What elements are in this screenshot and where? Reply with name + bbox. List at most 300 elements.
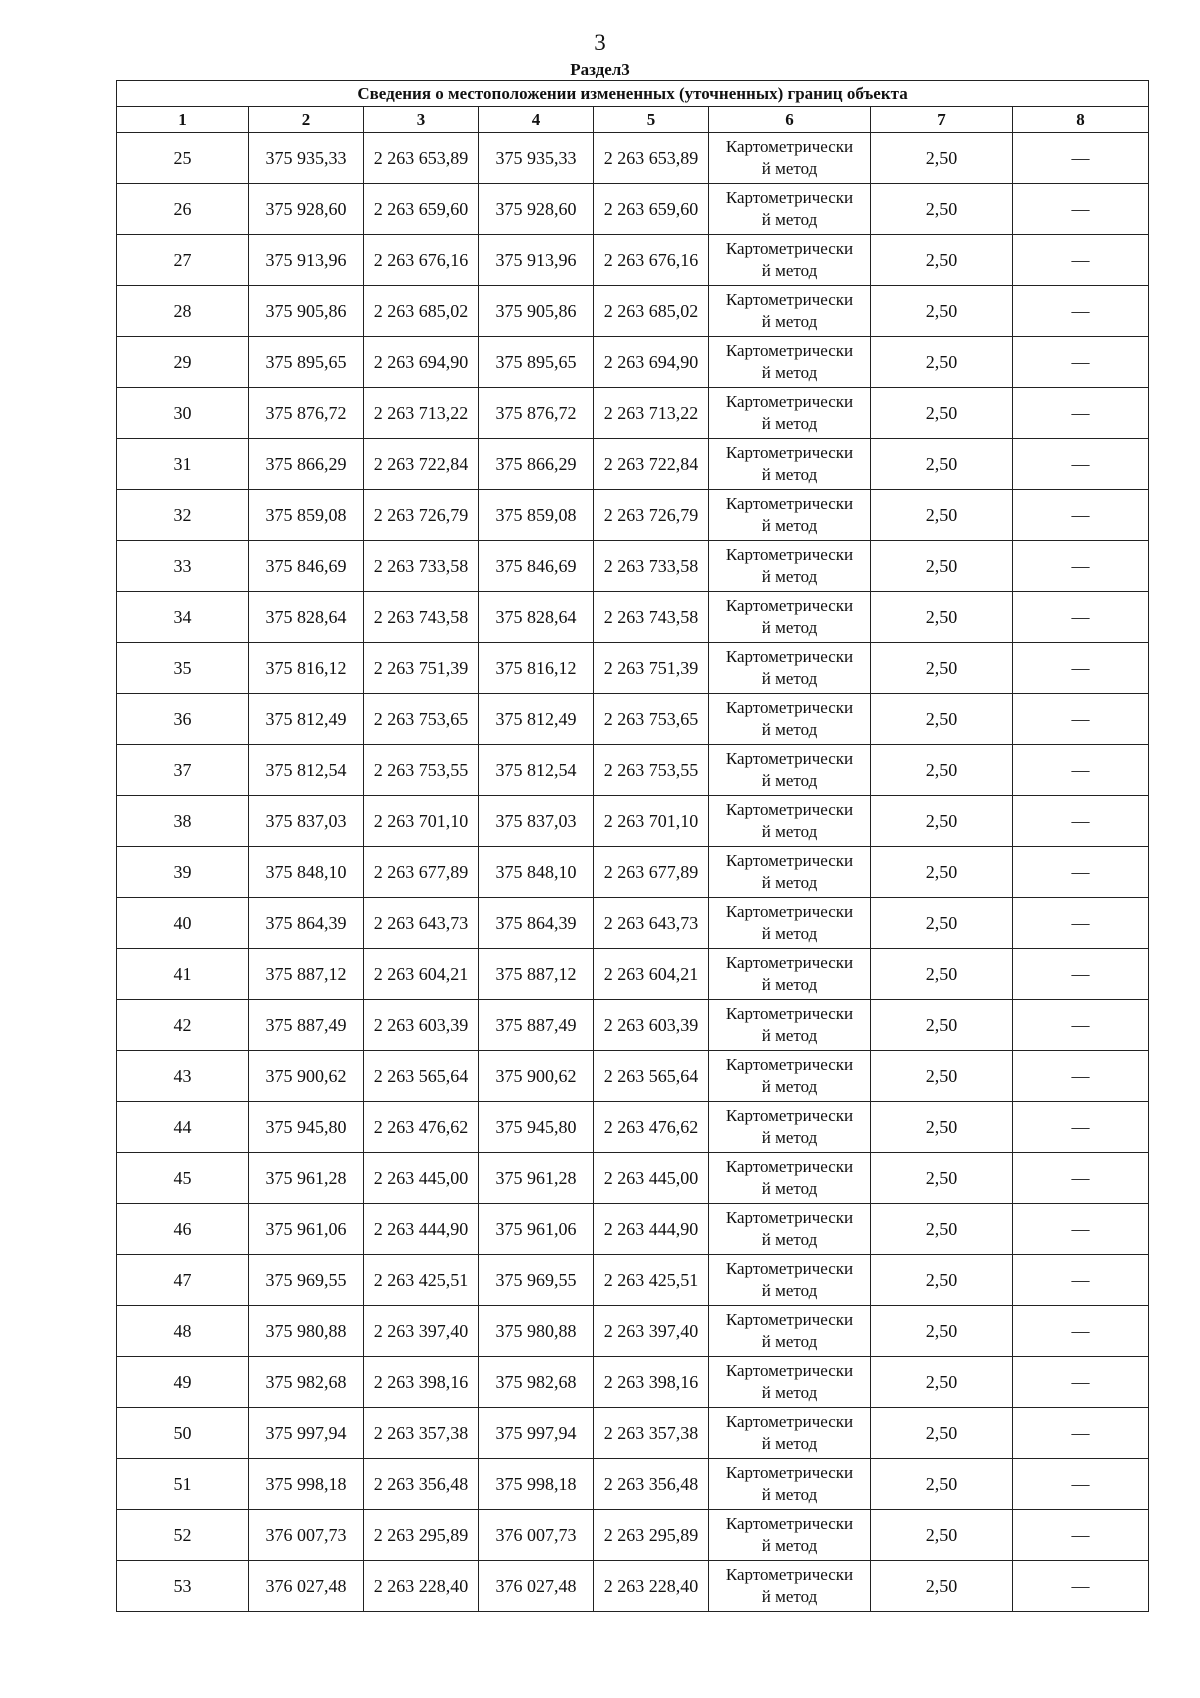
dash-cell: —: [1013, 235, 1149, 286]
method-cell: [709, 745, 871, 796]
new-coordinate-y-cell: 2 263 694,90: [594, 337, 709, 388]
method-line-2: й метод: [761, 1026, 818, 1045]
precision-cell: 2,50: [871, 439, 1013, 490]
dash-cell: —: [1013, 1204, 1149, 1255]
method-cell: [709, 541, 871, 592]
point-number-cell: 39: [117, 847, 249, 898]
coordinate-x-cell: 375 928,60: [249, 184, 364, 235]
method-line-1: Картометрически: [725, 1463, 854, 1482]
method-line-1: Картометрически: [725, 1565, 854, 1584]
point-number-cell: 25: [117, 133, 249, 184]
table-row: [117, 388, 1149, 439]
coordinate-x-cell: 375 846,69: [249, 541, 364, 592]
coordinate-x-cell: 375 980,88: [249, 1306, 364, 1357]
table-row: [117, 1357, 1149, 1408]
method-line-2: й метод: [761, 618, 818, 637]
page-number: 3: [594, 30, 606, 55]
new-coordinate-x-cell: 375 846,69: [479, 541, 594, 592]
method-line-1: Картометрически: [725, 341, 854, 360]
coordinate-y-cell: 2 263 603,39: [364, 1000, 479, 1051]
coordinate-y-cell: 2 263 228,40: [364, 1561, 479, 1612]
precision-cell: 2,50: [871, 490, 1013, 541]
new-coordinate-y-cell: 2 263 659,60: [594, 184, 709, 235]
new-coordinate-y-cell: 2 263 722,84: [594, 439, 709, 490]
coordinate-y-cell: 2 263 753,65: [364, 694, 479, 745]
method-line-1: Картометрически: [725, 902, 854, 921]
new-coordinate-x-cell: 376 007,73: [479, 1510, 594, 1561]
precision-cell: 2,50: [871, 745, 1013, 796]
method-line-1: Картометрически: [725, 1055, 854, 1074]
point-number-cell: 41: [117, 949, 249, 1000]
method-cell: [709, 235, 871, 286]
column-number: 7: [871, 107, 1013, 133]
new-coordinate-y-cell: 2 263 677,89: [594, 847, 709, 898]
method-line-2: й метод: [761, 1485, 818, 1504]
dash-cell: —: [1013, 1357, 1149, 1408]
method-cell: [709, 1255, 871, 1306]
coordinate-x-cell: 375 935,33: [249, 133, 364, 184]
point-number-cell: 47: [117, 1255, 249, 1306]
new-coordinate-y-cell: 2 263 751,39: [594, 643, 709, 694]
method-line-1: Картометрически: [725, 800, 854, 819]
dash-cell: —: [1013, 1255, 1149, 1306]
new-coordinate-y-cell: 2 263 398,16: [594, 1357, 709, 1408]
method-cell: [709, 1357, 871, 1408]
method-line-2: й метод: [761, 720, 818, 739]
table-row: [117, 235, 1149, 286]
dash-cell: —: [1013, 1306, 1149, 1357]
column-number: 8: [1013, 107, 1149, 133]
table-row: [117, 541, 1149, 592]
method-line-1: Картометрически: [725, 647, 854, 666]
method-line-1: Картометрически: [725, 545, 854, 564]
table-row: [117, 1510, 1149, 1561]
column-number: 2: [249, 107, 364, 133]
point-number-cell: 30: [117, 388, 249, 439]
precision-cell: 2,50: [871, 1408, 1013, 1459]
method-line-2: й метод: [761, 1077, 818, 1096]
method-cell: [709, 1204, 871, 1255]
table-row: [117, 1000, 1149, 1051]
table-row: [117, 184, 1149, 235]
new-coordinate-x-cell: 375 982,68: [479, 1357, 594, 1408]
coordinate-x-cell: 375 900,62: [249, 1051, 364, 1102]
dash-cell: —: [1013, 949, 1149, 1000]
table-row: [117, 949, 1149, 1000]
coordinate-x-cell: 375 837,03: [249, 796, 364, 847]
coordinate-y-cell: 2 263 357,38: [364, 1408, 479, 1459]
coordinate-y-cell: 2 263 685,02: [364, 286, 479, 337]
new-coordinate-y-cell: 2 263 753,65: [594, 694, 709, 745]
dash-cell: —: [1013, 643, 1149, 694]
method-line-1: Картометрически: [725, 596, 854, 615]
method-line-2: й метод: [761, 516, 818, 535]
dash-cell: —: [1013, 337, 1149, 388]
table-row: [117, 1255, 1149, 1306]
point-number-cell: 38: [117, 796, 249, 847]
method-line-1: Картометрически: [725, 137, 854, 156]
coordinate-y-cell: 2 263 677,89: [364, 847, 479, 898]
method-line-2: й метод: [761, 822, 818, 841]
table-caption: Сведения о местоположении измененных (уточненных) границ объекта: [117, 81, 1149, 107]
point-number-cell: 27: [117, 235, 249, 286]
method-cell: [709, 643, 871, 694]
method-cell: [709, 1408, 871, 1459]
new-coordinate-x-cell: 375 997,94: [479, 1408, 594, 1459]
dash-cell: —: [1013, 133, 1149, 184]
point-number-cell: 52: [117, 1510, 249, 1561]
coordinate-y-cell: 2 263 604,21: [364, 949, 479, 1000]
table-row: [117, 1102, 1149, 1153]
new-coordinate-x-cell: 375 935,33: [479, 133, 594, 184]
new-coordinate-y-cell: 2 263 356,48: [594, 1459, 709, 1510]
method-line-1: Картометрически: [725, 953, 854, 972]
precision-cell: 2,50: [871, 1102, 1013, 1153]
coordinate-x-cell: 376 007,73: [249, 1510, 364, 1561]
point-number-cell: 31: [117, 439, 249, 490]
new-coordinate-x-cell: 375 816,12: [479, 643, 594, 694]
precision-cell: 2,50: [871, 1357, 1013, 1408]
method-cell: [709, 133, 871, 184]
coordinate-y-cell: 2 263 643,73: [364, 898, 479, 949]
precision-cell: 2,50: [871, 694, 1013, 745]
new-coordinate-x-cell: 375 895,65: [479, 337, 594, 388]
dash-cell: —: [1013, 286, 1149, 337]
method-line-1: Картометрически: [725, 1004, 854, 1023]
new-coordinate-x-cell: 375 887,49: [479, 1000, 594, 1051]
method-line-1: Картометрически: [725, 239, 854, 258]
dash-cell: —: [1013, 592, 1149, 643]
coordinate-y-cell: 2 263 701,10: [364, 796, 479, 847]
method-cell: [709, 490, 871, 541]
new-coordinate-x-cell: 375 887,12: [479, 949, 594, 1000]
new-coordinate-y-cell: 2 263 733,58: [594, 541, 709, 592]
coordinate-y-cell: 2 263 356,48: [364, 1459, 479, 1510]
method-line-2: й метод: [761, 1230, 818, 1249]
coordinate-y-cell: 2 263 659,60: [364, 184, 479, 235]
coordinate-y-cell: 2 263 722,84: [364, 439, 479, 490]
table-row: [117, 1051, 1149, 1102]
column-number: 1: [117, 107, 249, 133]
new-coordinate-y-cell: 2 263 753,55: [594, 745, 709, 796]
new-coordinate-y-cell: 2 263 228,40: [594, 1561, 709, 1612]
method-line-2: й метод: [761, 363, 818, 382]
table-row: [117, 898, 1149, 949]
new-coordinate-x-cell: 375 961,28: [479, 1153, 594, 1204]
point-number-cell: 45: [117, 1153, 249, 1204]
point-number-cell: 36: [117, 694, 249, 745]
new-coordinate-y-cell: 2 263 676,16: [594, 235, 709, 286]
coordinate-x-cell: 375 998,18: [249, 1459, 364, 1510]
method-line-2: й метод: [761, 975, 818, 994]
new-coordinate-x-cell: 375 859,08: [479, 490, 594, 541]
precision-cell: 2,50: [871, 1510, 1013, 1561]
new-coordinate-y-cell: 2 263 476,62: [594, 1102, 709, 1153]
new-coordinate-x-cell: 375 848,10: [479, 847, 594, 898]
column-number: 3: [364, 107, 479, 133]
table-row: [117, 286, 1149, 337]
coordinate-x-cell: 375 913,96: [249, 235, 364, 286]
method-cell: [709, 796, 871, 847]
precision-cell: 2,50: [871, 1306, 1013, 1357]
dash-cell: —: [1013, 490, 1149, 541]
dash-cell: —: [1013, 847, 1149, 898]
method-line-1: Картометрически: [725, 1412, 854, 1431]
table-row: [117, 1204, 1149, 1255]
dash-cell: —: [1013, 439, 1149, 490]
coordinate-x-cell: 375 848,10: [249, 847, 364, 898]
coordinate-x-cell: 375 945,80: [249, 1102, 364, 1153]
dash-cell: —: [1013, 388, 1149, 439]
coordinate-x-cell: 375 864,39: [249, 898, 364, 949]
table-row: [117, 337, 1149, 388]
coordinate-x-cell: 375 961,28: [249, 1153, 364, 1204]
new-coordinate-y-cell: 2 263 726,79: [594, 490, 709, 541]
point-number-cell: 34: [117, 592, 249, 643]
new-coordinate-y-cell: 2 263 604,21: [594, 949, 709, 1000]
method-cell: [709, 1000, 871, 1051]
coordinate-x-cell: 376 027,48: [249, 1561, 364, 1612]
point-number-cell: 46: [117, 1204, 249, 1255]
method-line-1: Картометрически: [725, 851, 854, 870]
point-number-cell: 43: [117, 1051, 249, 1102]
table-row: [117, 490, 1149, 541]
new-coordinate-y-cell: 2 263 653,89: [594, 133, 709, 184]
coordinate-y-cell: 2 263 295,89: [364, 1510, 479, 1561]
method-line-2: й метод: [761, 312, 818, 331]
new-coordinate-x-cell: 375 812,54: [479, 745, 594, 796]
method-line-1: Картометрически: [725, 749, 854, 768]
dash-cell: —: [1013, 1459, 1149, 1510]
method-cell: [709, 1561, 871, 1612]
point-number-cell: 50: [117, 1408, 249, 1459]
new-coordinate-x-cell: 375 828,64: [479, 592, 594, 643]
method-line-2: й метод: [761, 414, 818, 433]
method-cell: [709, 1153, 871, 1204]
precision-cell: 2,50: [871, 1153, 1013, 1204]
table-row: [117, 847, 1149, 898]
method-line-2: й метод: [761, 159, 818, 178]
point-number-cell: 48: [117, 1306, 249, 1357]
method-line-1: Картометрически: [725, 494, 854, 513]
coordinate-x-cell: 375 997,94: [249, 1408, 364, 1459]
precision-cell: 2,50: [871, 1000, 1013, 1051]
method-cell: [709, 286, 871, 337]
method-line-2: й метод: [761, 924, 818, 943]
dash-cell: —: [1013, 745, 1149, 796]
method-line-2: й метод: [761, 1587, 818, 1606]
new-coordinate-x-cell: 375 969,55: [479, 1255, 594, 1306]
coordinate-y-cell: 2 263 476,62: [364, 1102, 479, 1153]
method-line-2: й метод: [761, 465, 818, 484]
precision-cell: 2,50: [871, 847, 1013, 898]
method-line-2: й метод: [761, 1536, 818, 1555]
method-line-1: Картометрически: [725, 1310, 854, 1329]
section-title: Раздел3: [570, 60, 630, 79]
table-row: [117, 643, 1149, 694]
method-cell: [709, 694, 871, 745]
dash-cell: —: [1013, 1561, 1149, 1612]
method-line-2: й метод: [761, 1332, 818, 1351]
column-number: 6: [709, 107, 871, 133]
new-coordinate-y-cell: 2 263 357,38: [594, 1408, 709, 1459]
method-cell: [709, 1306, 871, 1357]
coordinate-x-cell: 375 859,08: [249, 490, 364, 541]
new-coordinate-y-cell: 2 263 603,39: [594, 1000, 709, 1051]
precision-cell: 2,50: [871, 898, 1013, 949]
method-line-2: й метод: [761, 1179, 818, 1198]
dash-cell: —: [1013, 796, 1149, 847]
point-number-cell: 29: [117, 337, 249, 388]
coordinate-x-cell: 375 887,49: [249, 1000, 364, 1051]
table-body: [117, 133, 1149, 1612]
method-line-1: Картометрически: [725, 1259, 854, 1278]
method-line-1: Картометрически: [725, 1514, 854, 1533]
precision-cell: 2,50: [871, 796, 1013, 847]
table-row: [117, 1459, 1149, 1510]
coordinate-y-cell: 2 263 653,89: [364, 133, 479, 184]
method-line-1: Картометрически: [725, 188, 854, 207]
dash-cell: —: [1013, 1408, 1149, 1459]
new-coordinate-y-cell: 2 263 425,51: [594, 1255, 709, 1306]
coordinate-x-cell: 375 982,68: [249, 1357, 364, 1408]
method-cell: [709, 1102, 871, 1153]
table-row: [117, 694, 1149, 745]
method-cell: [709, 439, 871, 490]
new-coordinate-y-cell: 2 263 565,64: [594, 1051, 709, 1102]
coordinate-x-cell: 375 812,49: [249, 694, 364, 745]
point-number-cell: 51: [117, 1459, 249, 1510]
precision-cell: 2,50: [871, 1255, 1013, 1306]
coordinate-y-cell: 2 263 397,40: [364, 1306, 479, 1357]
table-row: [117, 1153, 1149, 1204]
dash-cell: —: [1013, 1153, 1149, 1204]
method-cell: [709, 1051, 871, 1102]
point-number-cell: 35: [117, 643, 249, 694]
method-line-2: й метод: [761, 1128, 818, 1147]
method-cell: [709, 337, 871, 388]
new-coordinate-x-cell: 375 961,06: [479, 1204, 594, 1255]
new-coordinate-y-cell: 2 263 701,10: [594, 796, 709, 847]
point-number-cell: 53: [117, 1561, 249, 1612]
coordinate-y-cell: 2 263 713,22: [364, 388, 479, 439]
method-line-1: Картометрически: [725, 1157, 854, 1176]
point-number-cell: 33: [117, 541, 249, 592]
method-line-1: Картометрически: [725, 1361, 854, 1380]
method-line-1: Картометрически: [725, 443, 854, 462]
new-coordinate-y-cell: 2 263 445,00: [594, 1153, 709, 1204]
dash-cell: —: [1013, 1510, 1149, 1561]
method-line-2: й метод: [761, 261, 818, 280]
method-cell: [709, 592, 871, 643]
method-line-2: й метод: [761, 669, 818, 688]
dash-cell: —: [1013, 1000, 1149, 1051]
point-number-cell: 26: [117, 184, 249, 235]
method-cell: [709, 847, 871, 898]
new-coordinate-y-cell: 2 263 397,40: [594, 1306, 709, 1357]
method-cell: [709, 388, 871, 439]
new-coordinate-x-cell: 375 905,86: [479, 286, 594, 337]
new-coordinate-x-cell: 375 980,88: [479, 1306, 594, 1357]
coordinate-y-cell: 2 263 398,16: [364, 1357, 479, 1408]
coordinate-x-cell: 375 895,65: [249, 337, 364, 388]
precision-cell: 2,50: [871, 949, 1013, 1000]
new-coordinate-y-cell: 2 263 444,90: [594, 1204, 709, 1255]
table-row: [117, 1561, 1149, 1612]
method-line-1: Картометрически: [725, 392, 854, 411]
new-coordinate-x-cell: 375 998,18: [479, 1459, 594, 1510]
new-coordinate-x-cell: 375 945,80: [479, 1102, 594, 1153]
new-coordinate-x-cell: 375 928,60: [479, 184, 594, 235]
column-number: 4: [479, 107, 594, 133]
precision-cell: 2,50: [871, 286, 1013, 337]
point-number-cell: 49: [117, 1357, 249, 1408]
precision-cell: 2,50: [871, 184, 1013, 235]
precision-cell: 2,50: [871, 1204, 1013, 1255]
new-coordinate-x-cell: 375 837,03: [479, 796, 594, 847]
method-cell: [709, 184, 871, 235]
method-line-1: Картометрически: [725, 1106, 854, 1125]
table-row: [117, 796, 1149, 847]
method-cell: [709, 1510, 871, 1561]
method-line-2: й метод: [761, 1281, 818, 1300]
coordinate-y-cell: 2 263 676,16: [364, 235, 479, 286]
dash-cell: —: [1013, 1051, 1149, 1102]
method-cell: [709, 949, 871, 1000]
precision-cell: 2,50: [871, 235, 1013, 286]
coordinate-y-cell: 2 263 726,79: [364, 490, 479, 541]
method-cell: [709, 898, 871, 949]
coordinate-x-cell: 375 876,72: [249, 388, 364, 439]
method-line-2: й метод: [761, 210, 818, 229]
new-coordinate-x-cell: 375 812,49: [479, 694, 594, 745]
dash-cell: —: [1013, 184, 1149, 235]
coordinate-x-cell: 375 812,54: [249, 745, 364, 796]
coordinate-x-cell: 375 828,64: [249, 592, 364, 643]
coordinate-y-cell: 2 263 425,51: [364, 1255, 479, 1306]
method-line-2: й метод: [761, 1383, 818, 1402]
precision-cell: 2,50: [871, 388, 1013, 439]
coordinate-x-cell: 375 887,12: [249, 949, 364, 1000]
new-coordinate-x-cell: 375 900,62: [479, 1051, 594, 1102]
dash-cell: —: [1013, 694, 1149, 745]
point-number-cell: 42: [117, 1000, 249, 1051]
new-coordinate-x-cell: 375 864,39: [479, 898, 594, 949]
coordinate-y-cell: 2 263 694,90: [364, 337, 479, 388]
dash-cell: —: [1013, 1102, 1149, 1153]
dash-cell: —: [1013, 541, 1149, 592]
method-line-2: й метод: [761, 873, 818, 892]
precision-cell: 2,50: [871, 133, 1013, 184]
point-number-cell: 40: [117, 898, 249, 949]
new-coordinate-x-cell: 376 027,48: [479, 1561, 594, 1612]
method-cell: [709, 1459, 871, 1510]
column-number-row: [117, 107, 1149, 133]
coordinate-y-cell: 2 263 565,64: [364, 1051, 479, 1102]
new-coordinate-y-cell: 2 263 643,73: [594, 898, 709, 949]
coordinate-y-cell: 2 263 753,55: [364, 745, 479, 796]
method-line-2: й метод: [761, 1434, 818, 1453]
new-coordinate-y-cell: 2 263 743,58: [594, 592, 709, 643]
coordinate-x-cell: 375 816,12: [249, 643, 364, 694]
new-coordinate-x-cell: 375 876,72: [479, 388, 594, 439]
new-coordinate-y-cell: 2 263 713,22: [594, 388, 709, 439]
precision-cell: 2,50: [871, 1051, 1013, 1102]
precision-cell: 2,50: [871, 643, 1013, 694]
table-row: [117, 1306, 1149, 1357]
table-row: [117, 745, 1149, 796]
new-coordinate-y-cell: 2 263 685,02: [594, 286, 709, 337]
